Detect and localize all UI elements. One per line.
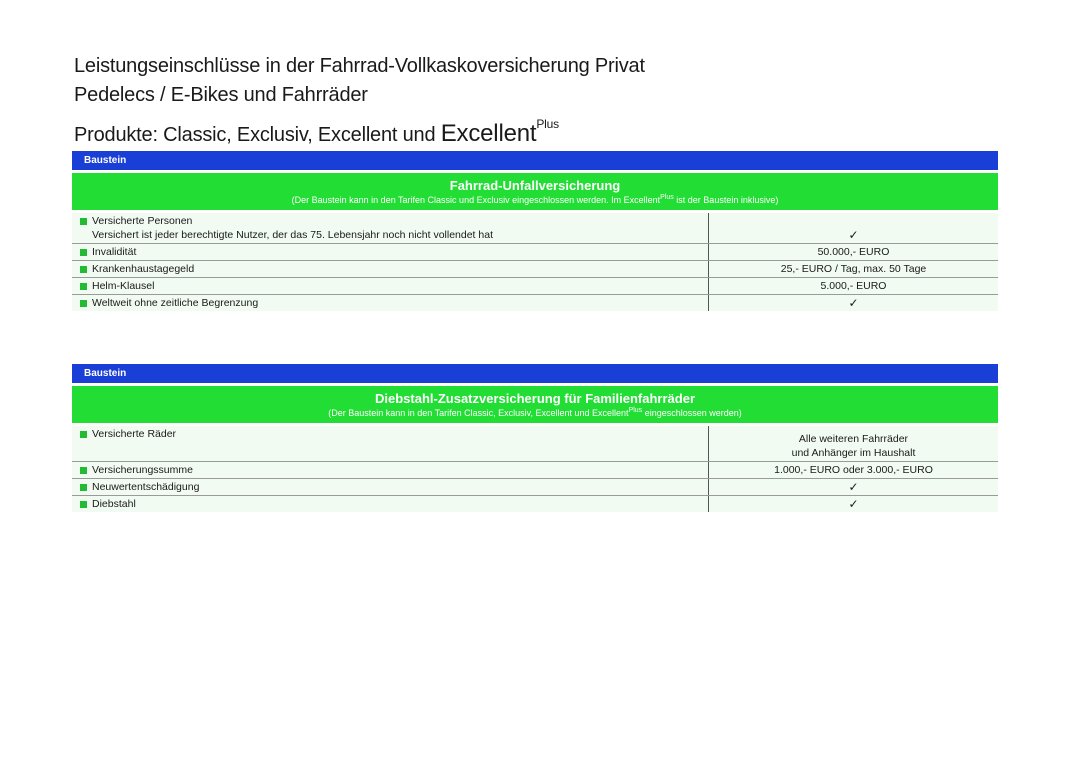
row-label: Weltweit ohne zeitliche Begrenzung: [92, 297, 259, 309]
row-value: 1.000,- EURO oder 3.000,- EURO: [774, 464, 933, 476]
row-value-cell: [709, 462, 998, 478]
table-row: [72, 261, 998, 278]
subtitle-sup: Plus: [660, 194, 674, 201]
row-label-cell: [72, 462, 709, 478]
section-title: Fahrrad-Unfallversicherung: [449, 178, 621, 193]
row-label: Versicherungssumme: [92, 464, 193, 476]
green-square-bullet-icon: [80, 266, 87, 273]
section-unfallversicherung: [72, 151, 998, 311]
page-header: [74, 52, 645, 150]
row-value-cell: [709, 496, 998, 512]
benefits-table: [72, 426, 998, 512]
row-label-cell: [72, 479, 709, 495]
checkmark-icon: ✓: [848, 228, 859, 242]
row-value: Alle weiteren Fahrräder: [798, 433, 909, 445]
table-row: [72, 462, 998, 479]
table-row: [72, 479, 998, 496]
section-heading: [72, 386, 998, 423]
baustein-bar: Baustein: [72, 151, 998, 170]
subtitle-text-end: ist der Baustein inklusive): [673, 195, 779, 205]
row-value-line2: und Anhänger im Haushalt: [791, 447, 916, 459]
row-label-cell: [72, 295, 709, 311]
row-value-cell: [709, 213, 998, 243]
header-line-1: Leistungseinschlüsse in der Fahrrad-Vollkaskoversicherung Privat: [74, 55, 645, 77]
baustein-bar: Baustein: [72, 364, 998, 383]
table-row: [72, 426, 998, 462]
row-label: Versicherte Personen: [92, 215, 193, 227]
header-brand-sup: Plus: [536, 117, 559, 131]
checkmark-icon: ✓: [848, 497, 859, 511]
subtitle-sup: Plus: [628, 407, 643, 414]
section-subtitle: [72, 194, 998, 206]
row-label-cell: [72, 496, 709, 512]
header-line-2: Pedelecs / E-Bikes und Fahrräder: [74, 84, 368, 106]
benefits-table: [72, 213, 998, 311]
subtitle-text: (Der Baustein kann in den Tarifen Classic, Exclusiv, Excellent und Excellent: [328, 408, 629, 418]
row-value-cell: [709, 426, 998, 461]
row-label: Helm-Klausel: [92, 280, 155, 292]
section-heading: [72, 173, 998, 210]
green-square-bullet-icon: [80, 283, 87, 290]
row-label: Diebstahl: [92, 498, 136, 510]
row-label: Versicherte Räder: [92, 428, 177, 440]
green-square-bullet-icon: [80, 300, 87, 307]
table-row: [72, 278, 998, 295]
green-square-bullet-icon: [80, 249, 87, 256]
row-value: 5.000,- EURO: [820, 280, 887, 292]
green-square-bullet-icon: [80, 467, 87, 474]
row-label-cell: [72, 261, 709, 277]
row-value-cell: [709, 261, 998, 277]
table-row: [72, 295, 998, 311]
green-square-bullet-icon: [80, 501, 87, 508]
section-diebstahl: [72, 364, 998, 512]
row-label-detail: Versichert ist jeder berechtigte Nutzer, der das 75. Lebensjahr noch nicht vollendet hat: [92, 229, 493, 241]
row-label-cell: [72, 213, 709, 243]
checkmark-icon: ✓: [848, 296, 859, 310]
green-square-bullet-icon: [80, 218, 87, 225]
row-label-cell: [72, 426, 709, 461]
section-subtitle: [72, 407, 998, 419]
subtitle-text-end: eingeschlossen werden): [642, 408, 742, 418]
row-value-cell: [709, 479, 998, 495]
row-value-cell: [709, 295, 998, 311]
green-square-bullet-icon: [80, 484, 87, 491]
row-label-cell: [72, 278, 709, 294]
header-line-3-prefix: Produkte: Classic, Exclusiv, Excellent und: [74, 124, 441, 146]
header-brand: Excellent: [440, 120, 537, 147]
row-value-cell: [709, 244, 998, 260]
row-label-cell: [72, 244, 709, 260]
table-row: [72, 496, 998, 512]
table-row: [72, 213, 998, 244]
green-square-bullet-icon: [80, 431, 87, 438]
row-value: 50.000,- EURO: [817, 246, 890, 258]
section-title: Diebstahl-Zusatzversicherung für Familienfahrräder: [374, 391, 696, 406]
row-label: Invalidität: [92, 246, 137, 258]
row-label: Krankenhaustagegeld: [92, 263, 195, 275]
row-value: 25,- EURO / Tag, max. 50 Tage: [780, 263, 927, 275]
table-row: [72, 244, 998, 261]
subtitle-text: (Der Baustein kann in den Tarifen Classic und Exclusiv eingeschlossen werden. Im Excellent: [291, 195, 661, 205]
row-label: Neuwertentschädigung: [92, 481, 200, 493]
header-line-3: [74, 110, 645, 150]
row-value-cell: [709, 278, 998, 294]
checkmark-icon: ✓: [848, 480, 859, 494]
